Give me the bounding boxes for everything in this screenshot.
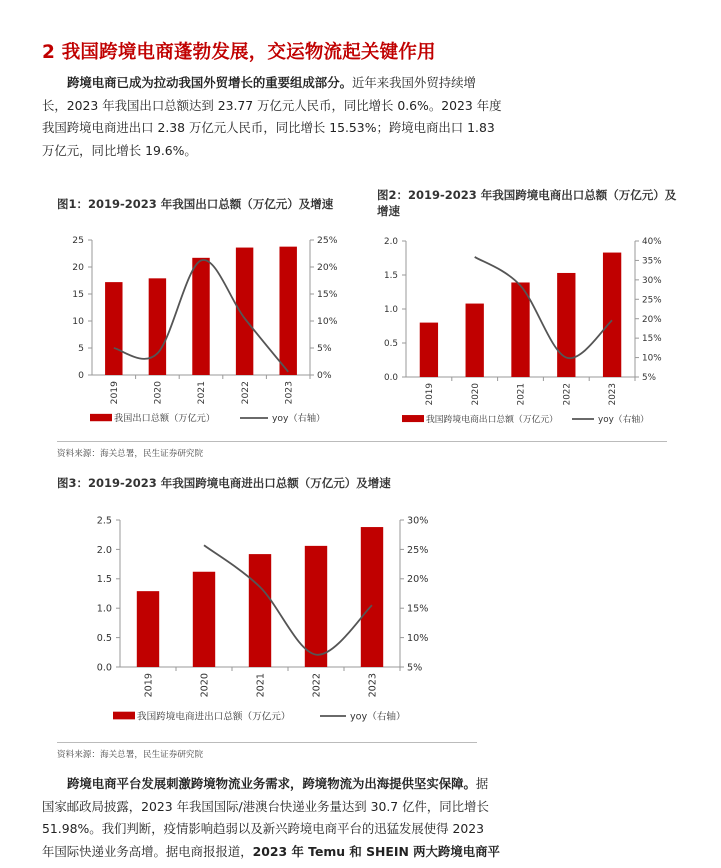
figure2-x-tick-label-2022: 2022 (562, 383, 573, 406)
figure1-left-tick-label: 15 (72, 289, 84, 301)
intro-paragraph-line4: 万亿元，同比增长 19.6%。 (42, 142, 197, 158)
figure1-bar-2019 (105, 282, 122, 375)
figure1-right-tick-label: 10% (317, 316, 338, 328)
logistics-paragraph-line4: 年国际快递业务高增。据电商报报道， (42, 843, 253, 859)
figure3-left-tick-label: 1.0 (96, 603, 112, 615)
figure2-right-tick-label: 25% (642, 295, 662, 306)
figure3-right-tick-label: 30% (407, 515, 429, 527)
logistics-paragraph-lead: 跨境电商平台发展刺激跨境物流业务需求，跨境物流为出海提供坚实保障。 (67, 776, 476, 791)
figure2-right-tick-label: 40% (642, 237, 662, 248)
figure3-left-tick-label: 1.5 (96, 574, 112, 586)
figure1-right-tick-label: 15% (317, 289, 338, 301)
section-heading: 2 我国跨境电商蓬勃发展，交运物流起关键作用 (42, 42, 436, 63)
figure2-x-tick-label-2020: 2020 (470, 383, 481, 406)
figure2-bar-2021 (511, 282, 529, 377)
figure2-bar-2022 (557, 273, 575, 377)
figure3-legend-bar-swatch (113, 712, 135, 720)
figure1-legend-line-label: yoy（右轴） (272, 413, 326, 425)
figure2-bar-2019 (420, 323, 438, 377)
figure3-left-tick-label: 0.0 (96, 662, 112, 674)
figure3-divider (57, 742, 477, 743)
figure3-left-tick-label: 2.5 (96, 515, 112, 527)
figure1-left-tick-label: 20 (72, 262, 84, 274)
figure2-bar-2020 (466, 304, 484, 377)
figure1-legend-bar-swatch (90, 414, 112, 421)
figure3-right-tick-label: 25% (407, 544, 429, 556)
figure1-left-tick-label: 5 (78, 343, 84, 355)
figure1-x-tick-label-2023: 2023 (283, 381, 295, 405)
figure1-right-tick-label: 25% (317, 235, 338, 247)
figure3-x-tick-label-2021: 2021 (255, 673, 267, 698)
figure1-bar-2023 (279, 247, 296, 375)
logistics-paragraph-line4-bold: 2023 年 Temu 和 SHEIN 两大跨境电商平 (252, 843, 500, 859)
figure2-bar-2023 (603, 253, 621, 377)
figure3-left-tick-label: 2.0 (96, 544, 112, 556)
figure1-chart (50, 222, 360, 434)
figure1-legend-bar-label: 我国出口总额（万亿元） (114, 413, 216, 425)
figure2-chart (372, 226, 672, 436)
figure2-right-tick-label: 10% (642, 353, 662, 364)
figure1-left-tick-label: 10 (72, 316, 84, 328)
logistics-paragraph (42, 773, 680, 863)
figure1-x-tick-label-2020: 2020 (152, 381, 164, 405)
figure2-left-tick-label: 2.0 (384, 237, 398, 248)
figure2-left-tick-label: 0.0 (384, 373, 398, 384)
figure1-bar-2022 (236, 248, 253, 375)
figure2-right-tick-label: 30% (642, 275, 662, 286)
figure3-bar-2019 (137, 591, 159, 667)
figure2-title: 图2：2019-2023 年我国跨境电商出口总额（万亿元）及增速 (377, 188, 677, 218)
figure1-x-tick-label-2019: 2019 (109, 381, 121, 405)
figure1-right-tick-label: 5% (317, 343, 332, 355)
figure3-bar-2020 (193, 572, 215, 667)
figure3-right-tick-label: 5% (407, 662, 423, 674)
intro-paragraph-line2: 长，2023 年我国出口总额达到 23.77 万亿元人民币，同比增长 0.6%。2023 年度 (42, 97, 502, 113)
figure1-bar-2020 (149, 278, 166, 375)
figure2-right-tick-label: 35% (642, 256, 662, 267)
intro-paragraph (42, 72, 680, 162)
figure1-x-tick-label-2021: 2021 (196, 381, 208, 405)
figure1-x-tick-label-2022: 2022 (239, 381, 251, 405)
figure2-legend-bar-swatch (402, 415, 424, 422)
figure2-x-tick-label-2021: 2021 (516, 383, 527, 406)
figure3-yoy-line (204, 545, 372, 655)
figure3-legend-bar-label: 我国跨境电商进出口总额（万亿元） (137, 711, 291, 723)
figure3-right-tick-label: 15% (407, 603, 429, 615)
logistics-paragraph-line2: 国家邮政局披露，2023 年我国国际/港澳台快递业务量达到 30.7 亿件，同比增长 (42, 798, 489, 814)
figure1-bar-2021 (192, 258, 209, 375)
figure1-left-tick-label: 25 (72, 235, 84, 247)
figure2-right-tick-label: 20% (642, 314, 662, 325)
figure1-title: 图1：2019-2023 年我国出口总额（万亿元）及增速 (57, 197, 334, 211)
figure1-right-tick-label: 0% (317, 370, 332, 382)
figure3-source: 资料来源：海关总署，民生证券研究院 (57, 750, 204, 760)
figure1-right-tick-label: 20% (317, 262, 338, 274)
figure3-x-tick-label-2023: 2023 (367, 673, 379, 698)
figure3-bar-2021 (249, 554, 271, 667)
figure2-left-tick-label: 1.0 (384, 305, 398, 316)
figure3-bar-2022 (305, 546, 327, 667)
figure3-x-tick-label-2020: 2020 (199, 673, 211, 698)
figure3-left-tick-label: 0.5 (96, 632, 112, 644)
figure2-left-tick-label: 0.5 (384, 339, 398, 350)
intro-paragraph-line3: 我国跨境电商进出口 2.38 万亿元人民币，同比增长 15.53%；跨境电商出口 1.83 (42, 120, 495, 135)
intro-paragraph-line1: 近年来我国外贸持续增 (351, 75, 476, 90)
figure2-x-tick-label-2023: 2023 (608, 383, 619, 406)
figure2-legend-bar-label: 我国跨境电商出口总额（万亿元） (426, 415, 558, 426)
figure1-2-divider (57, 441, 667, 442)
figure3-x-tick-label-2022: 2022 (311, 673, 323, 698)
logistics-paragraph-line3: 51.98%。我们判断，疫情影响趋弱以及新兴跨境电商平台的迅猛发展使得 2023 (42, 821, 485, 836)
figure2-right-tick-label: 15% (642, 334, 662, 345)
figure2-x-tick-label-2019: 2019 (424, 383, 435, 406)
figure1-2-source: 资料来源：海关总署，民生证券研究院 (57, 449, 204, 459)
figure3-right-tick-label: 20% (407, 574, 429, 586)
figure3-title: 图3：2019-2023 年我国跨境电商进出口总额（万亿元）及增速 (57, 476, 391, 490)
intro-paragraph-lead: 跨境电商已成为拉动我国外贸增长的重要组成部分。 (67, 75, 352, 90)
figure3-bar-2023 (361, 527, 383, 667)
figure1-left-tick-label: 0 (78, 370, 84, 382)
figure3-right-tick-label: 10% (407, 632, 429, 644)
figure2-right-tick-label: 5% (642, 373, 656, 384)
figure3-chart (50, 505, 470, 735)
figure3-legend-line-label: yoy（右轴） (350, 711, 406, 723)
logistics-paragraph-line1: 据 (475, 776, 489, 791)
figure2-legend-line-label: yoy（右轴） (598, 415, 649, 426)
figure2-yoy-line (475, 257, 612, 358)
figure3-x-tick-label-2019: 2019 (143, 673, 155, 698)
figure2-left-tick-label: 1.5 (384, 271, 398, 282)
